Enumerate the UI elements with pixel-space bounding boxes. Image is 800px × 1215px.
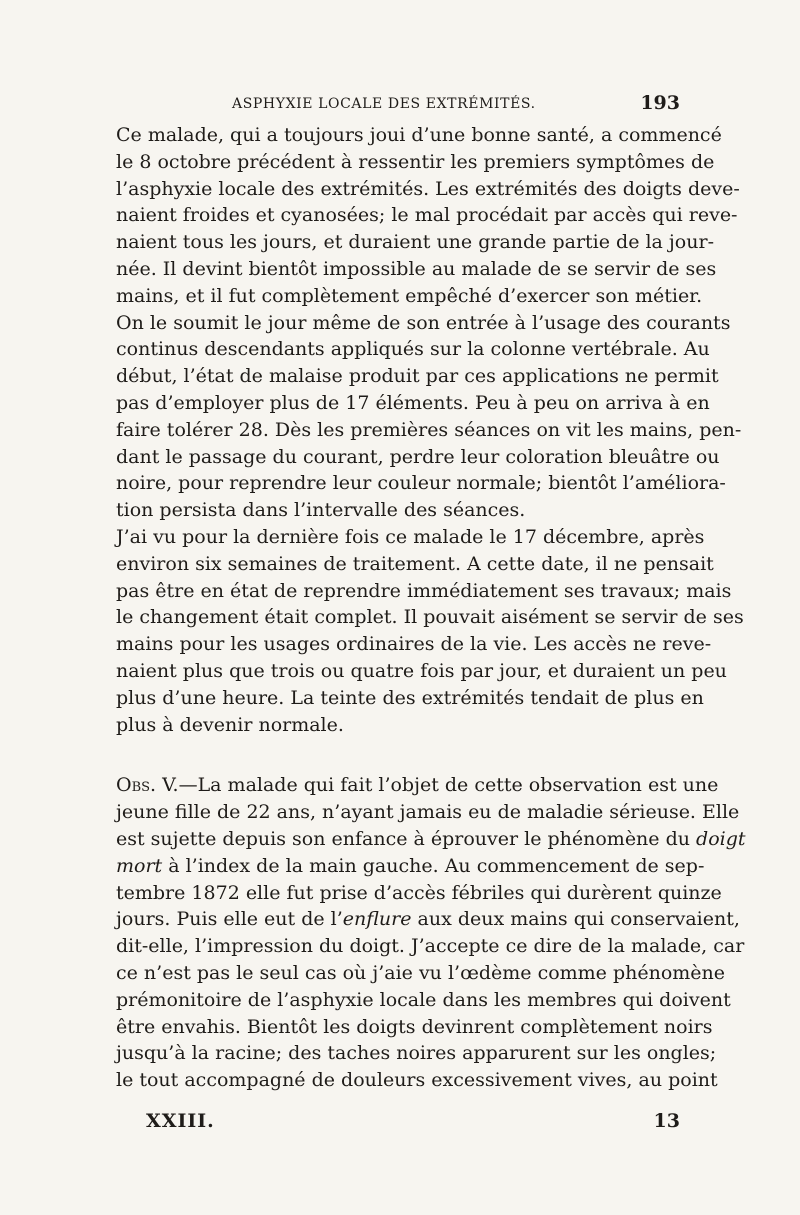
text-line: le tout accompagné de douleurs excessivement vives, au point [116, 1069, 718, 1092]
text-line: On le soumit le jour même de son entrée à l’usage des courants [116, 311, 731, 334]
italic-term-doigt: doigt [696, 827, 746, 850]
text-line: tembre 1872 elle fut prise d’accès fébriles qui durèrent quinze [116, 881, 722, 904]
page-number: 193 [640, 92, 680, 114]
text-line: début, l’état de malaise produit par ces applications ne permit [116, 365, 719, 388]
text-line: née. Il devint bientôt impossible au malade de se servir de ses [116, 257, 717, 280]
observation-label: Obs. [116, 774, 157, 797]
observation-paragraph [116, 772, 746, 1094]
text-line: dant le passage du courant, perdre leur coloration bleuâtre ou [116, 445, 720, 468]
paragraph-3 [116, 524, 744, 738]
text-line: mains pour les usages ordinaires de la vie. Les accès ne reve- [116, 633, 712, 656]
text-line: naient froides et cyanosées; le mal procédait par accès qui reve- [116, 204, 738, 227]
text-line: jusqu’à la racine; des taches noires apparurent sur les ongles; [116, 1042, 717, 1065]
text-line: ce n’est pas le seul cas où j’aie vu l’œdème comme phénomène [116, 961, 726, 984]
text-line: J’ai vu pour la dernière fois ce malade le 17 décembre, après [116, 525, 705, 548]
observation-text: aux deux mains qui conservaient, [417, 908, 740, 931]
text-line: dit-elle, l’impression du doigt. J’accepte ce dire de la malade, car [116, 935, 745, 958]
text-line [116, 853, 705, 880]
text-line: pas d’employer plus de 17 éléments. Peu à peu on arriva à en [116, 391, 710, 414]
paragraph-2 [116, 310, 742, 524]
text-line: jeune fille de 22 ans, n’ayant jamais eu de maladie sérieuse. Elle [116, 801, 740, 824]
text-line: être envahis. Bientôt les doigts devinrent complètement noirs [116, 1015, 713, 1038]
text-line: plus à devenir normale. [116, 713, 344, 736]
text-line: pas être en état de reprendre immédiatement ses travaux; mais [116, 579, 732, 602]
sheet-number: 13 [653, 1110, 680, 1132]
text-line: prémonitoire de l’asphyxie locale dans les membres qui doivent [116, 988, 731, 1011]
signature-mark: XXIII. [146, 1110, 215, 1132]
text-line: le 8 octobre précédent à ressentir les premiers symptômes de [116, 150, 715, 173]
running-title: ASPHYXIE LOCALE DES EXTRÉMITÉS. [232, 96, 536, 112]
text-line [116, 772, 719, 799]
observation-text: est sujette depuis son enfance à éprouver le phénomène du [116, 827, 690, 850]
section-gap [116, 738, 680, 772]
text-line: naient tous les jours, et duraient une grande partie de la jour- [116, 231, 714, 254]
text-line: environ six semaines de traitement. A cette date, il ne pensait [116, 552, 714, 575]
text-line: naient plus que trois ou quatre fois par jour, et duraient un peu [116, 659, 727, 682]
paragraph-1 [116, 122, 740, 310]
body-text [116, 122, 746, 1094]
page-footer [116, 1110, 680, 1140]
italic-term-enflure: enflure [342, 908, 412, 931]
text-line: le changement était complet. Il pouvait aisément se servir de ses [116, 606, 744, 629]
text-line: l’asphyxie locale des extrémités. Les extrémités des doigts deve- [116, 177, 740, 200]
observation-text: jours. Puis elle eut de l’ [116, 908, 343, 931]
text-line [116, 906, 740, 933]
italic-term-mort: mort [116, 854, 163, 877]
observation-text: à l’index de la main gauche. Au commencement de sep- [162, 854, 705, 877]
text-line: mains, et il fut complètement empêché d’exercer son métier. [116, 284, 703, 307]
text-line [116, 826, 746, 853]
text-line: Ce malade, qui a toujours joui d’une bonne santé, a commencé [116, 124, 722, 146]
text-line: plus d’une heure. La teinte des extrémités tendait de plus en [116, 686, 704, 709]
text-line: continus descendants appliqués sur la colonne vertébrale. Au [116, 338, 710, 361]
running-head [116, 92, 680, 122]
text-line: tion persista dans l’intervalle des séances. [116, 499, 526, 522]
text-line: faire tolérer 28. Dès les premières séances on vit les mains, pen- [116, 418, 742, 441]
observation-text: V.—La malade qui fait l’objet de cette observation est une [162, 774, 719, 797]
text-line: noire, pour reprendre leur couleur normale; bientôt l’améliora- [116, 472, 726, 495]
